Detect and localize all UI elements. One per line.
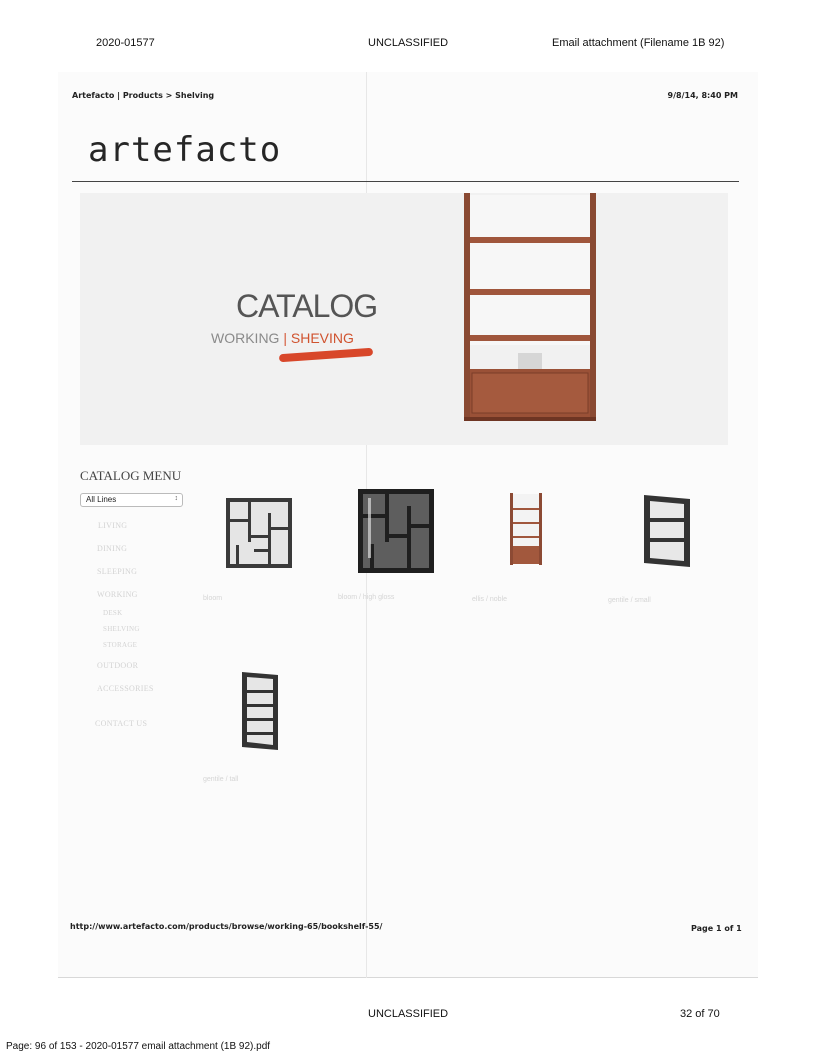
product-caption-ellis-noble[interactable]: ellis / noble xyxy=(472,596,508,603)
document-page-count: 32 of 70 xyxy=(680,1008,720,1020)
banner-sub-working: WORKING xyxy=(211,330,280,346)
print-page-number: Page 1 of 1 xyxy=(691,924,742,933)
print-timestamp: 9/8/14, 8:40 PM xyxy=(667,91,738,100)
classification-footer: UNCLASSIFIED xyxy=(368,1008,449,1020)
submenu-item-storage[interactable]: STORAGE xyxy=(103,641,138,649)
bookshelf-bloom-icon xyxy=(224,497,294,569)
submenu-item-desk[interactable]: DESK xyxy=(103,609,123,617)
product-gentile-tall[interactable] xyxy=(240,670,282,757)
menu-item-outdoor[interactable]: OUTDOOR xyxy=(97,661,139,670)
banner-sub-shelving: SHEVING xyxy=(290,330,354,346)
bookshelf-ellis-icon xyxy=(509,492,543,566)
catalog-banner xyxy=(80,193,728,445)
product-caption-bloom-high-gloss[interactable]: bloom / high gloss xyxy=(338,594,395,601)
product-gentile-small[interactable] xyxy=(640,493,694,574)
product-caption-gentile-tall[interactable]: gentile / tall xyxy=(203,776,239,783)
banner-sub-separator: | xyxy=(283,330,287,346)
menu-item-living[interactable]: LIVING xyxy=(98,521,128,530)
submenu-item-shelving[interactable]: SHELVING xyxy=(103,625,140,633)
bookshelf-bloom-gloss-icon xyxy=(356,488,436,574)
menu-item-accessories[interactable]: ACCESSORIES xyxy=(97,684,154,693)
menu-item-contact[interactable]: CONTACT US xyxy=(95,719,148,728)
product-caption-bloom[interactable]: bloom xyxy=(203,595,223,602)
line-filter-select[interactable] xyxy=(80,493,183,507)
site-logo[interactable]: artefacto xyxy=(88,130,282,170)
select-arrows-icon: ↕ xyxy=(174,495,178,502)
banner-subtitle xyxy=(211,330,354,346)
product-caption-gentile-small[interactable]: gentile / small xyxy=(608,597,651,604)
page-url: http://www.artefacto.com/products/browse/working-65/bookshelf-55/ xyxy=(70,922,383,931)
banner-title: CATALOG xyxy=(236,288,378,324)
classification-header: UNCLASSIFIED xyxy=(368,37,449,49)
attachment-label: Email attachment (Filename 1B 92) xyxy=(552,37,725,49)
product-bloom[interactable] xyxy=(224,497,294,574)
menu-item-dining[interactable]: DINING xyxy=(97,544,128,553)
pdf-file-line: Page: 96 of 153 - 2020-01577 email attachment (1B 92).pdf xyxy=(6,1041,271,1052)
shelving-unit-image xyxy=(80,193,728,445)
bookshelf-gentile-small-icon xyxy=(640,493,694,569)
catalog-menu-title: CATALOG MENU xyxy=(80,468,182,483)
document-id: 2020-01577 xyxy=(96,37,155,49)
breadcrumb: Artefacto | Products > Shelving xyxy=(72,91,215,100)
header-divider xyxy=(72,181,739,182)
menu-item-sleeping[interactable]: SLEEPING xyxy=(97,567,138,576)
menu-item-working[interactable]: WORKING xyxy=(97,590,138,599)
product-bloom-high-gloss[interactable] xyxy=(356,488,436,579)
bookshelf-gentile-tall-icon xyxy=(240,670,282,752)
product-ellis-noble[interactable] xyxy=(509,492,543,571)
line-filter-value: All Lines xyxy=(86,495,117,504)
